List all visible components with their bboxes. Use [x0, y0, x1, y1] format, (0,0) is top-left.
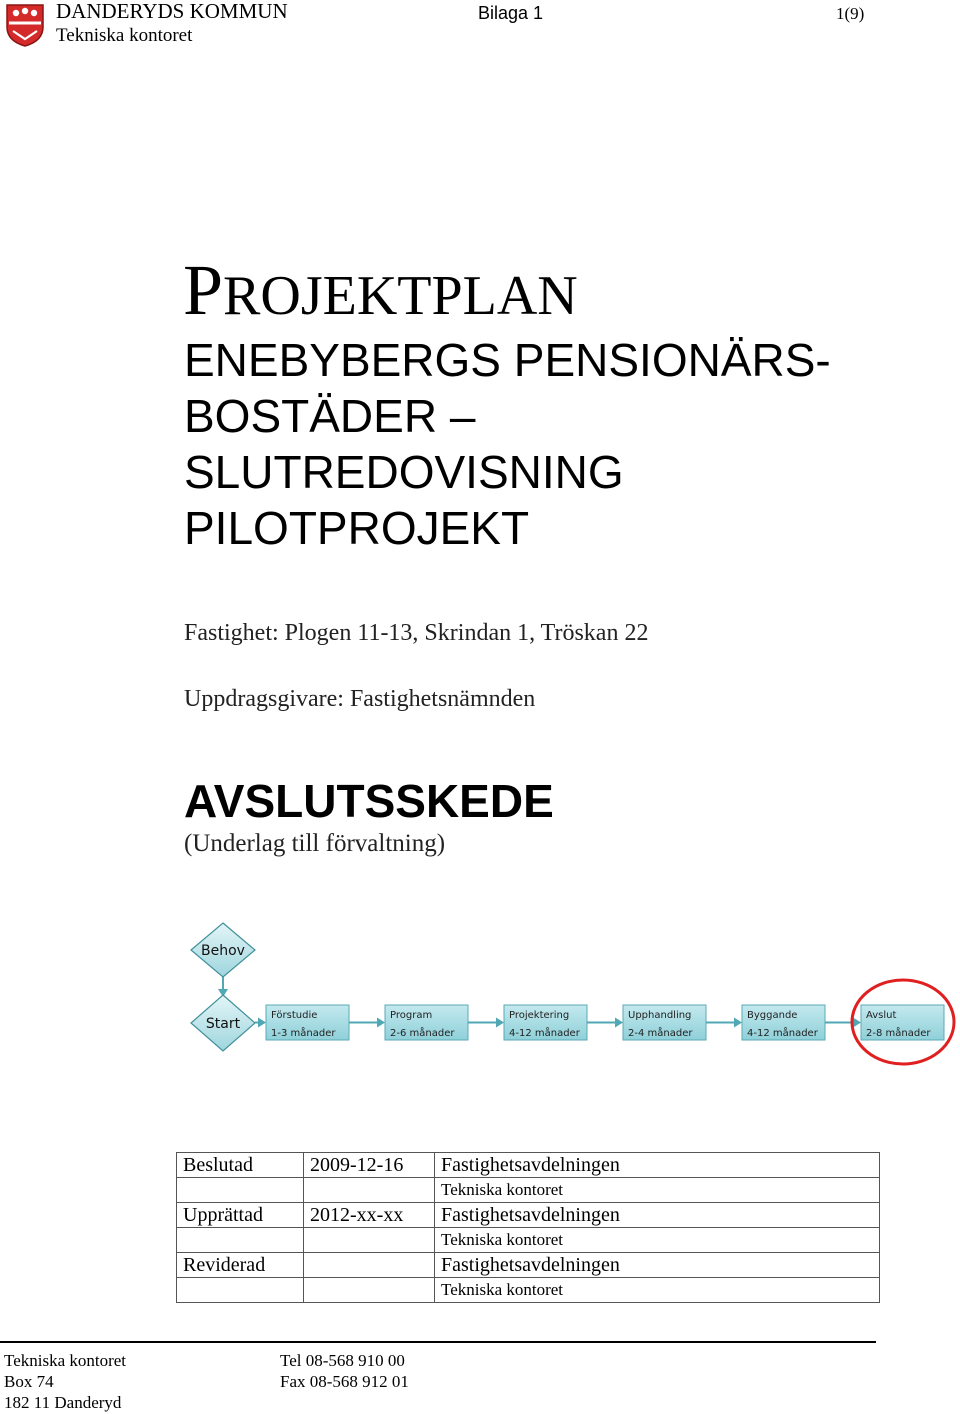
table-row: [177, 1278, 880, 1303]
process-diagram: [180, 915, 960, 1075]
connector-arrowhead: [615, 1018, 623, 1028]
table-row: [177, 1203, 880, 1228]
footer-office: Tekniska kontoret: [4, 1351, 127, 1370]
attachment-label: Bilaga 1: [478, 3, 544, 23]
footer-divider: [0, 1341, 876, 1343]
subtitle-line: PILOTPROJEKT: [184, 502, 530, 554]
footer-phone: Tel 08-568 910 00: [280, 1351, 405, 1370]
footer-fax: Fax 08-568 912 01: [280, 1372, 409, 1391]
connector-arrowhead: [734, 1018, 742, 1028]
client-line: Uppdragsgivare: Fastighetsnämnden: [184, 686, 536, 712]
row-label: Beslutad: [177, 1153, 304, 1178]
row-label: Upprättad: [177, 1203, 304, 1228]
process-step: [861, 1005, 944, 1040]
row-office: Tekniska kontoret: [435, 1228, 880, 1253]
process-step: [385, 1005, 468, 1040]
table-row: [177, 1228, 880, 1253]
connector-arrowhead: [853, 1018, 861, 1028]
process-step-duration: 4-12 månader: [747, 1028, 818, 1039]
title-initial: P: [183, 250, 224, 330]
connector-arrowhead: [496, 1018, 504, 1028]
process-step-duration: 4-12 månader: [509, 1028, 580, 1039]
process-step: [742, 1005, 825, 1040]
subtitle-line: ENEBYBERGS PENSIONÄRS-: [184, 334, 831, 386]
process-step-name: Avslut: [866, 1010, 897, 1021]
row-unit: Fastighetsavdelningen: [435, 1253, 880, 1278]
process-step-duration: 2-8 månader: [866, 1028, 931, 1039]
process-step-name: Program: [390, 1010, 433, 1021]
process-step-name: Förstudie: [271, 1010, 318, 1021]
connector-arrowhead: [258, 1018, 266, 1028]
document-title: [183, 248, 578, 338]
footer-box: Box 74: [4, 1372, 54, 1391]
page-number: 1(9): [836, 4, 865, 23]
process-step: [623, 1005, 706, 1040]
document-subtitle: [184, 332, 884, 556]
row-office: Tekniska kontoret: [435, 1278, 880, 1303]
start-diamond: [191, 995, 255, 1051]
connector-arrowhead: [377, 1018, 385, 1028]
table-row: [177, 1153, 880, 1178]
row-date: 2012-xx-xx: [304, 1203, 435, 1228]
organization-name: DANDERYDS KOMMUN: [56, 0, 288, 23]
process-step: [266, 1005, 349, 1040]
phase-note: (Underlag till förvaltning): [184, 830, 446, 857]
need-label: Behov: [201, 943, 245, 959]
process-step-duration: 2-4 månader: [628, 1028, 693, 1039]
row-date: [304, 1253, 435, 1278]
footer-postal: 182 11 Danderyd: [4, 1393, 122, 1412]
table-row: [177, 1253, 880, 1278]
process-step-duration: 1-3 månader: [271, 1028, 336, 1039]
process-step-name: Byggande: [747, 1010, 798, 1021]
row-unit: Fastighetsavdelningen: [435, 1203, 880, 1228]
start-label: Start: [205, 1016, 241, 1032]
phase-heading: AVSLUTSSKEDE: [184, 775, 554, 827]
process-step-name: Projektering: [509, 1010, 570, 1021]
process-steps: [255, 1005, 944, 1040]
row-office: Tekniska kontoret: [435, 1178, 880, 1203]
process-step: [504, 1005, 587, 1040]
header-department: Tekniska kontoret: [56, 25, 193, 46]
subtitle-line: SLUTREDOVISNING: [184, 446, 624, 498]
property-line: Fastighet: Plogen 11-13, Skrindan 1, Tröskan 22: [184, 620, 649, 646]
row-label: Reviderad: [177, 1253, 304, 1278]
municipality-crest-logo: [5, 3, 45, 47]
row-unit: Fastighetsavdelningen: [435, 1153, 880, 1178]
process-step-name: Upphandling: [628, 1010, 692, 1021]
need-diamond: [191, 923, 255, 977]
process-step-duration: 2-6 månader: [390, 1028, 455, 1039]
row-date: 2009-12-16: [304, 1153, 435, 1178]
subtitle-line: BOSTÄDER –: [184, 390, 476, 442]
title-rest: ROJEKTPLAN: [223, 265, 578, 327]
table-row: [177, 1178, 880, 1203]
approval-table: [176, 1152, 880, 1303]
